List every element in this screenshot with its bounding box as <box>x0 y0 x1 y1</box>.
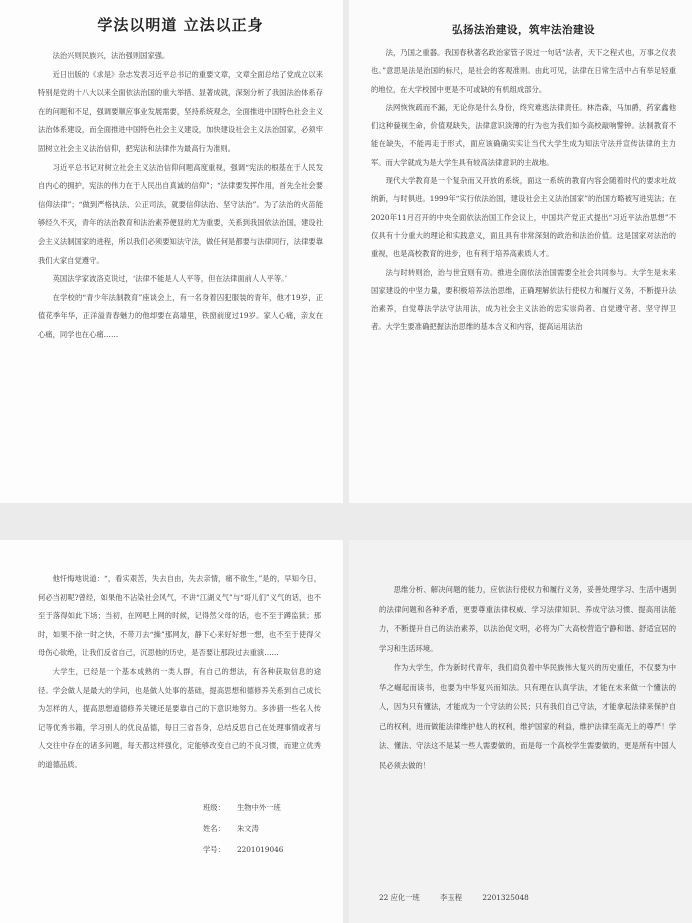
author-label: 姓名： <box>203 823 225 833</box>
page-2 <box>349 0 692 503</box>
author-name: 李玉程 <box>440 893 463 902</box>
page-3 <box>0 540 343 923</box>
page-body <box>371 44 676 337</box>
page-title: 学法以明道 立法以正身 <box>97 16 264 34</box>
paragraph: 法网恢恢疏而不漏，无论你是什么身份，终究难逃法律责任。林浩森，马加爵，药家鑫他们这种藐视生命，价值观缺失，法律意识淡薄的行为也为我们如今高校敲响警钟。法制教育不能在缺失，不能再走于形式，面应该确确实实让当代大学生成为知法守法并宣传法律的主力军。而大学就成为是大学生具有较高法律意识的主战地。 <box>371 102 676 167</box>
author-row-name <box>203 818 321 839</box>
author-info <box>379 893 547 903</box>
paragraph: 法，乃国之重器。我国春秋著名政治家管子说过一句话“法者，天下之程式也，万事之仪表也。”意思是法是治国的标尺，是社会的客观准则。由此可见，法律在日常生活中占有举足轻重的地位，在大学校园中更是不可或缺的有机组成部分。 <box>371 48 676 94</box>
author-class: 22 应化一班 <box>379 893 420 902</box>
page-body <box>379 580 676 775</box>
paragraph: 作为大学生，作为新时代青年，我们肩负着中华民族伟大复兴的历史重任，不仅要为中华之崛起而读书，也要为中华复兴而知法。只有理在认真学法，才能在未来做一个懂法的人，因为只有懂法，才能成为一个守法的公民；只有我们自己守法，才能拿起法律来保护自己的权利，进而做能法律维护他人的权利，维护国家的利益，维护法律至高无上的尊严！学法、懂法、守法这不是某一些人需要做的，而是每一个高校学生需要做的，更是所有中国人民必须去做的！ <box>379 663 676 770</box>
author-label: 学号： <box>203 844 225 854</box>
paragraph: 法与时转则治，治与世宜则有功。推进全面依法治国需要全社会共同参与。大学生是未来国家建设的中坚力量，要积极培养法治思维，正确理解依法行使权力和履行义务，不断提升法治素养，自觉尊法学法守法用法，成为社会主义法治的忠实崇尚者、自觉遵守者、坚守捍卫者。大学生要准确把握法治思维的基本含义和内容，提高运用法治 <box>371 267 676 332</box>
paragraph: 近日出版的《求是》杂志发表习近平总书记的重要文章，文章全面总结了党成立以来特别是党的十八大以来全面依法治国的重大举措、显著成就，深刻分析了我国法治体系存在的问题和不足，强调要顺应事业发展需要，坚持系统观念，全面推进中国特色社会主义法治体系建设，而全面推进中国特色社会主义建设，加快建设社会主义法治国家，必须牢固树立社会主义法治信仰，把宪法和法律作为最高行为准则。 <box>38 69 323 153</box>
paragraph: 英国法学家波洛克说过，‘法律不能是人人平等，但在法律面前人人平等。’ <box>52 274 288 284</box>
paragraph: 思维分析、解决问题的能力，应依法行使权力和履行义务，妥善处理学习、生活中遇到的法律问题和各种矛盾，更要尊重法律权威、学习法律知识、养成守法习惯、提高用法能力，不断提升自己的法治素养，以法治促文明，必将为广大高校营造宁静和谐、舒适宜居的学习和生活环境。 <box>379 585 676 653</box>
page-body <box>38 570 321 775</box>
paragraph: 他忏悔地说道：“，看实艰苦，失去自由，失去亲情，痛不欲生，”是的，早知今日，何必当初呢?曾经，如果他不沾染社会风气，不讲“江湖义气”与“哥儿们”义气的话，也不至于落得如此下场；当初，在网吧上网的时候，记得然父母的话，也不至于蹲监狱；那时，如果不徐一时之快，不带刀去“操”那网友，静下心来好好想一想，也不至于使得父母伤心欲绝，让我们反省自己，沉思他的历史，是否要让那段过去重演…… <box>38 574 321 658</box>
paragraph: 法治兴则民族兴，法治强则国家强。 <box>52 51 170 60</box>
page-4 <box>349 540 692 923</box>
author-row-class <box>203 797 321 818</box>
author-row-id <box>203 839 321 860</box>
author-value: 朱文涛 <box>237 823 259 833</box>
author-info <box>203 797 321 860</box>
paragraph: 在学校的“青少年法制教育”座谈会上，有一名身着囚犯服装的青年，他才19岁，正值花季年华，正洋溢青春魅力的他却要在高墙里，铁窗前度过19岁。家人心痛，亲友在心痛，同学也在心痛…… <box>38 292 323 339</box>
author-label: 班级： <box>203 802 225 812</box>
page-title: 弘扬法治建设，筑牢法治建设 <box>452 24 595 36</box>
paragraph: 现代大学教育是一个复杂而又开放的系统，面这一系统的教育内容会随着时代的要求吐故纳新，与时俱进。1999年“实行依法治国，建设社会主义法治国家”的治国方略被写进宪法；在2020年11月召开的中央全面依法治国工作会议上，中国共产党正式提出“习近平法治思想”不仅具有十分重大的理论和实践意义，面且具有非常深刻的政治和法治价值。这是国家对法治的重视，也是高校教育的进步，也有利于培养高素质人才。 <box>371 176 676 259</box>
page-1 <box>0 0 343 503</box>
page-body <box>38 47 323 345</box>
author-value: 2201019046 <box>237 844 284 854</box>
author-value: 生物中外一班 <box>237 802 281 812</box>
paragraph: 习近平总书记对树立社会主义法治信仰问题高度重视，强调“宪法的根基在于人民发自内心的拥护，宪法的伟力在于人民出自真诚的信仰”；“法律要发挥作用，首先全社会要信仰法律”；“做到严格执法、公正司法，就要信仰法治、坚守法治”。为了法治的火苗能够经久不灭，青年的法治教育和法治素养便显的尤为重要，关系到我国依法治国，建设社会主义法制国家的进程，所以我们必须要知法守法，做任何是都要与法律同行，法律要靠我们大家自觉遵守。 <box>38 162 323 265</box>
paragraph: 大学生，已经是一个基本成熟的一类人群，有自己的想法，有各种获取信息的途径。学会做人是最大的学问，也是做人处事的基础，提高思想和德修养关系到自己成长为怎样的人，提高思想道德修养关键还是要靠自己的下意识地努力。多涉猎一些名人传记等优秀书籍，学习别人的优良品德，每日三省吾身，总结反思自己在处理事情或者与人交往中存在的诸多问题，每天都这样强化，定能够改变自己的不良习惯，而建立优秀的道德品质。 <box>38 666 321 769</box>
author-id: 2201325048 <box>482 893 529 902</box>
